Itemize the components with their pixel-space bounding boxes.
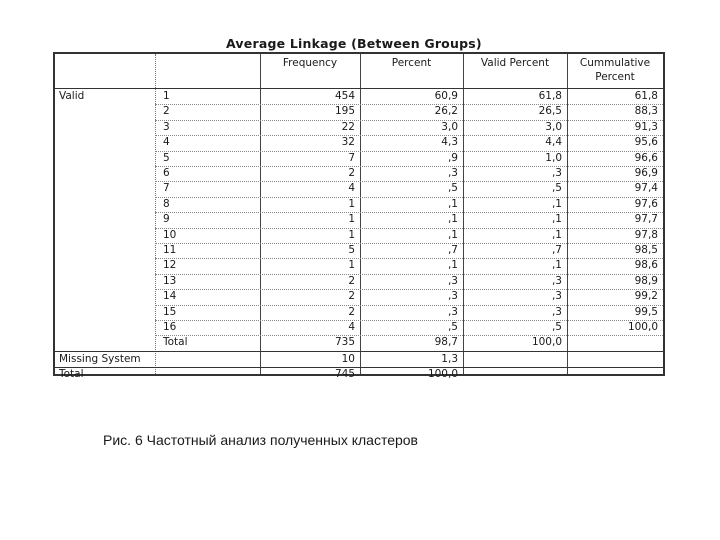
cell-percent: ,3 <box>447 274 458 287</box>
column-divider <box>155 54 156 374</box>
cell-valid-percent: ,3 <box>551 167 562 179</box>
row-label: 15 <box>163 305 177 318</box>
cell-percent: ,3 <box>447 290 458 303</box>
cell-cumulative: 61,8 <box>634 90 658 102</box>
row-label: 16 <box>163 321 177 333</box>
row-label: 4 <box>163 136 170 149</box>
cell-frequency: 735 <box>334 336 355 349</box>
row-label: 6 <box>163 167 170 179</box>
cell-frequency: 2 <box>348 290 355 303</box>
cell-frequency: 4 <box>348 321 355 333</box>
cell-percent: 98,7 <box>434 336 458 349</box>
cell-valid-percent: 3,0 <box>545 120 562 133</box>
row-label: 7 <box>163 182 170 195</box>
header-cumulative-line2: Percent <box>595 71 635 83</box>
cell-valid-percent: 100,0 <box>531 336 562 349</box>
cell-cumulative: 98,5 <box>634 244 658 256</box>
cell-cumulative: 97,7 <box>634 213 658 226</box>
cell-cumulative: 99,5 <box>634 305 658 318</box>
frequency-table <box>53 52 665 381</box>
cell-percent: 3,0 <box>441 120 458 133</box>
cell-percent: ,3 <box>447 305 458 318</box>
cell-cumulative: 95,6 <box>634 136 658 149</box>
cell-percent: ,1 <box>447 213 458 226</box>
cell-frequency: 1 <box>348 197 355 210</box>
cell-percent: ,5 <box>447 321 458 333</box>
cell-percent: ,7 <box>447 244 458 256</box>
cell-frequency: 4 <box>348 182 355 195</box>
cell-cumulative: 91,3 <box>634 120 658 133</box>
missing-percent: 1,3 <box>441 352 458 365</box>
cell-cumulative: 97,8 <box>634 228 658 241</box>
cell-percent: 4,3 <box>441 136 458 149</box>
row-label: 2 <box>163 105 170 118</box>
cell-cumulative: 96,6 <box>634 151 658 164</box>
cell-cumulative: 100,0 <box>627 321 658 333</box>
table-title: Average Linkage (Between Groups) <box>226 36 482 51</box>
missing-frequency: 10 <box>341 352 355 365</box>
row-label: 1 <box>163 90 170 102</box>
cell-valid-percent: 4,4 <box>545 136 562 149</box>
row-label: Total <box>163 336 188 349</box>
valid-label: Valid <box>59 90 85 102</box>
cell-frequency: 1 <box>348 259 355 272</box>
cell-frequency: 32 <box>341 136 355 149</box>
cell-valid-percent: ,1 <box>551 228 562 241</box>
cell-percent: ,9 <box>447 151 458 164</box>
cell-percent: 60,9 <box>434 90 458 102</box>
row-separator <box>55 367 663 368</box>
cell-valid-percent: 61,8 <box>538 90 562 102</box>
cell-valid-percent: ,1 <box>551 197 562 210</box>
cell-frequency: 5 <box>348 244 355 256</box>
cell-valid-percent: ,1 <box>551 213 562 226</box>
cell-frequency: 2 <box>348 167 355 179</box>
cell-valid-percent: ,5 <box>551 321 562 333</box>
header-frequency: Frequency <box>282 57 338 69</box>
header-cumulative-line1: Cummulative <box>579 57 651 69</box>
row-label: 14 <box>163 290 177 303</box>
cell-frequency: 454 <box>334 90 355 102</box>
cell-percent: ,1 <box>447 197 458 210</box>
cell-percent: ,3 <box>447 167 458 179</box>
row-label: 10 <box>163 228 177 241</box>
cell-cumulative: 98,9 <box>634 274 658 287</box>
cell-frequency: 1 <box>348 228 355 241</box>
cell-valid-percent: 26,5 <box>538 105 562 118</box>
cell-percent: ,1 <box>447 259 458 272</box>
row-label: 13 <box>163 274 177 287</box>
cell-frequency: 2 <box>348 274 355 287</box>
cell-frequency: 2 <box>348 305 355 318</box>
row-separator <box>55 351 663 352</box>
cell-cumulative: 98,6 <box>634 259 658 272</box>
figure-caption: Рис. 6 Частотный анализ полученных кластеров <box>103 432 418 448</box>
cell-cumulative: 99,2 <box>634 290 658 303</box>
row-label: 5 <box>163 151 170 164</box>
cell-cumulative: 88,3 <box>634 105 658 118</box>
cell-frequency: 1 <box>348 213 355 226</box>
cell-percent: ,5 <box>447 182 458 195</box>
row-label: 3 <box>163 120 170 133</box>
total-frequency: 745 <box>334 368 355 381</box>
missing-label: Missing System <box>59 352 141 365</box>
cell-valid-percent: ,3 <box>551 274 562 287</box>
cell-cumulative: 97,4 <box>634 182 658 195</box>
row-label: 12 <box>163 259 177 272</box>
row-label: 8 <box>163 197 170 210</box>
cell-cumulative: 96,9 <box>634 167 658 179</box>
cell-cumulative: 97,6 <box>634 197 658 210</box>
row-label: 11 <box>163 244 177 256</box>
cell-valid-percent: ,7 <box>551 244 562 256</box>
header-valid-percent: Valid Percent <box>480 57 550 69</box>
cell-valid-percent: ,3 <box>551 290 562 303</box>
header-percent: Percent <box>391 57 432 69</box>
cell-valid-percent: ,3 <box>551 305 562 318</box>
cell-valid-percent: ,5 <box>551 182 562 195</box>
header-separator <box>55 88 663 89</box>
cell-percent: 26,2 <box>434 105 458 118</box>
cell-frequency: 7 <box>348 151 355 164</box>
row-label: 9 <box>163 213 170 226</box>
total-percent: 100,0 <box>427 368 458 381</box>
cell-valid-percent: 1,0 <box>545 151 562 164</box>
total-label: Total <box>59 368 84 381</box>
cell-frequency: 22 <box>341 120 355 133</box>
cell-frequency: 195 <box>334 105 355 118</box>
cell-valid-percent: ,1 <box>551 259 562 272</box>
cell-percent: ,1 <box>447 228 458 241</box>
